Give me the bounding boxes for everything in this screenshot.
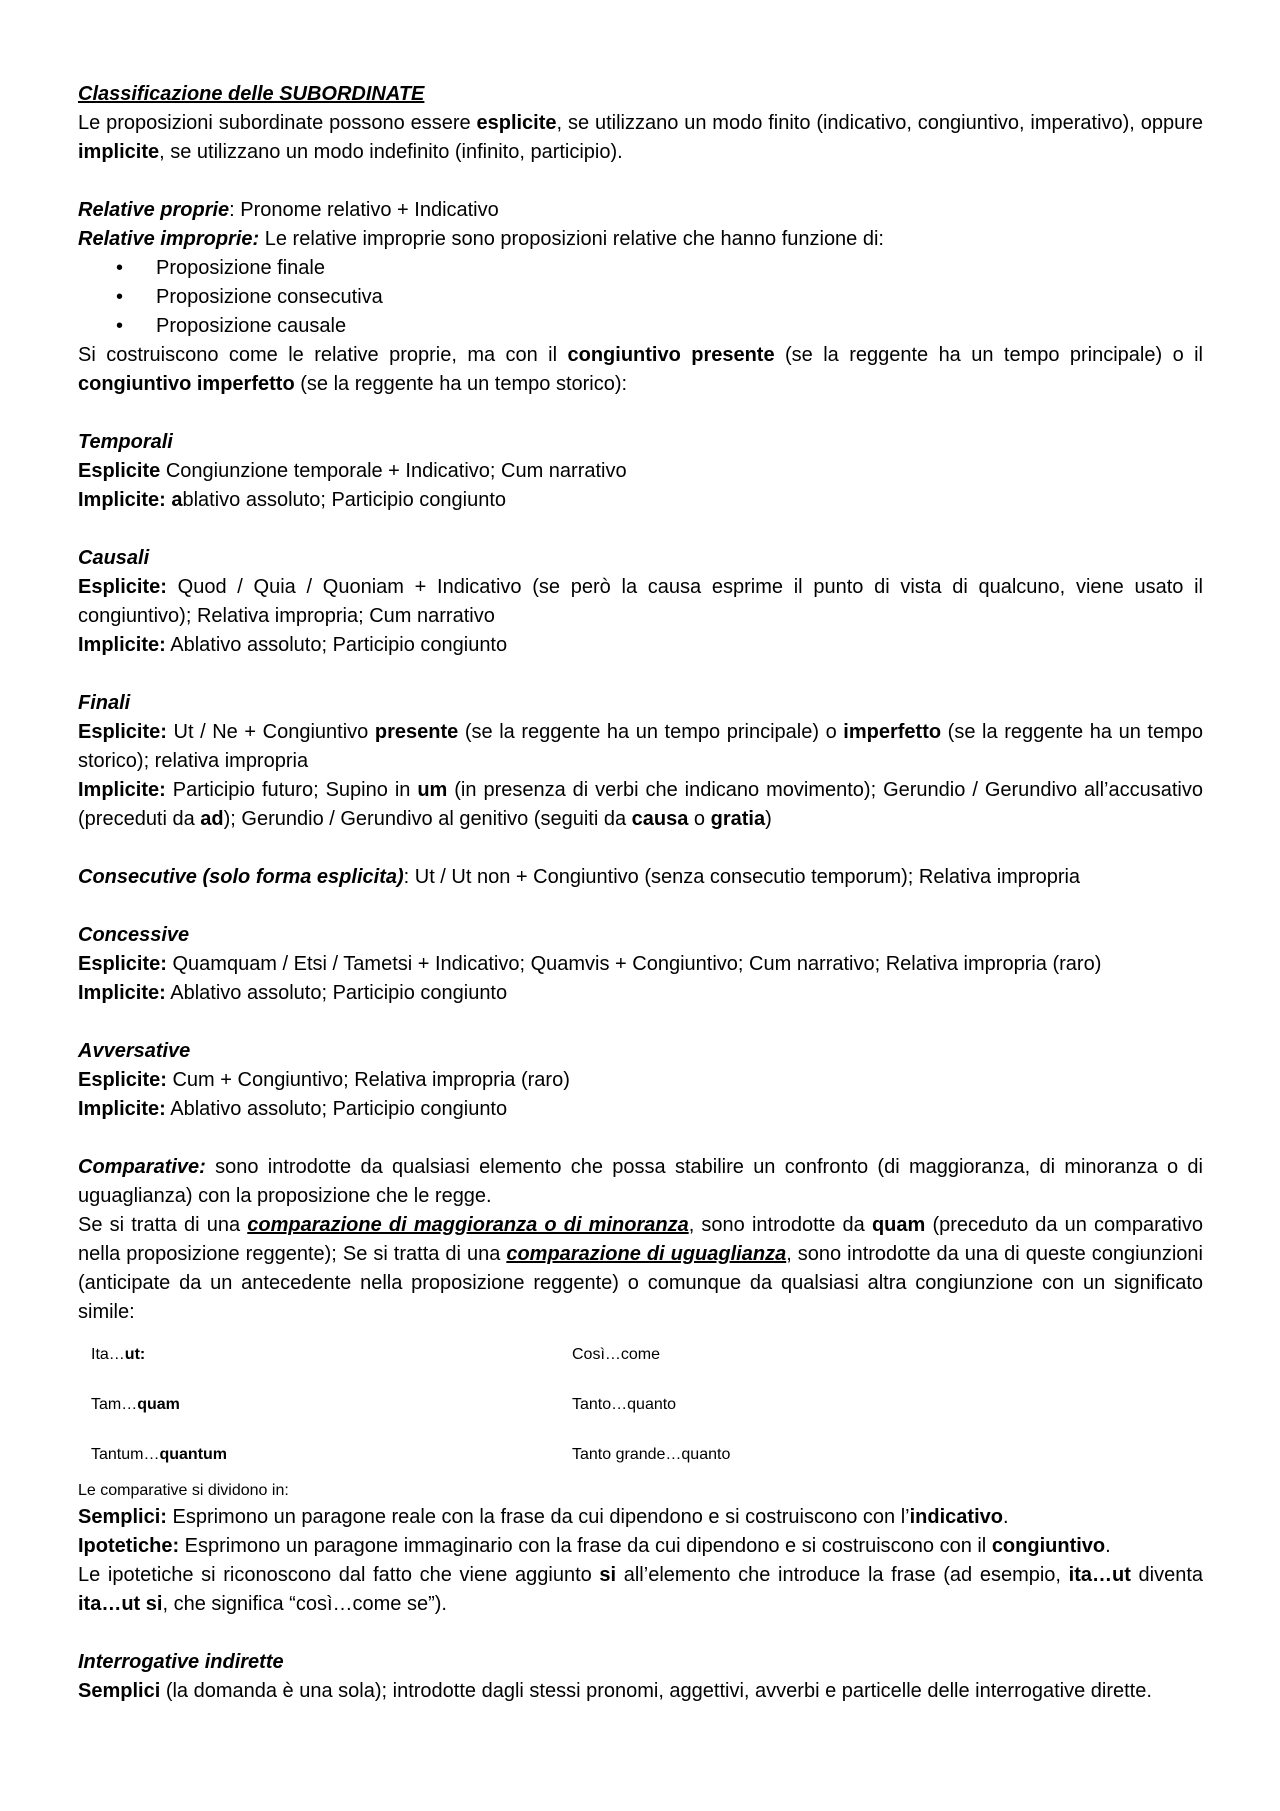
italian-cell: Tanto…quanto [572, 1395, 677, 1413]
comparative-types-paragraph: Se si tratta di una comparazione di maggioranza o di minoranza, sono introdotte da quam (preceduto da un comparativo nella proposizione reggente); Se si tratta di una comparazione di uguaglianza, sono introdotte da una di queste congiunzioni (anticipate da un antecedente nella proposizione reggente) o comunque da qualsiasi altra congiunzione con un significato simile: [78, 1214, 1203, 1323]
latin-cell: Tam…quam [91, 1395, 180, 1413]
latin-cell: Tantum…quantum [91, 1445, 228, 1463]
finali-esplicite: Esplicite: Ut / Ne + Congiuntivo presente (se la reggente ha un tempo principale) o imperfetto (se la reggente ha un tempo storico); relativa impropria [78, 721, 1203, 772]
relative-improprie-line: Relative improprie: Le relative improprie sono proposizioni relative che hanno funzione di: [78, 228, 884, 250]
comparative-recognition: Le ipotetiche si riconoscono dal fatto che viene aggiunto si all’elemento che introduce la frase (ad esempio, ita…ut diventa ita…ut si, che significa “così…come se”). [78, 1564, 1204, 1615]
causali-heading: Causali [78, 547, 150, 569]
conjunction-table [78, 1329, 1043, 1479]
interrogative-semplici: Semplici (la domanda è una sola); introdotte dagli stessi pronomi, aggettivi, avverbi e particelle delle interrogative dirette. [78, 1680, 1152, 1702]
intro-paragraph: Le proposizioni subordinate possono essere esplicite, se utilizzano un modo finito (indicativo, congiuntivo, imperativo), oppure implicite, se utilizzano un modo indefinito (infinito, participio). [78, 112, 1203, 163]
comparative-ipotetiche: Ipotetiche: Esprimono un paragone immaginario con la frase da cui dipendono e si costruiscono con il congiuntivo. [78, 1535, 1111, 1557]
italian-cell: Così…come [572, 1345, 661, 1363]
relative-construction-paragraph: Si costruiscono come le relative proprie, ma con il congiuntivo presente (se la reggente ha un tempo principale) o il congiuntivo imperfetto (se la reggente ha un tempo storico): [78, 344, 1203, 395]
italian-cell: Tanto grande…quanto [572, 1445, 731, 1463]
list-item: • Proposizione finale [116, 257, 325, 279]
table-row [78, 1329, 1043, 1379]
concessive-esplicite: Esplicite: Quamquam / Etsi / Tametsi + Indicativo; Quamvis + Congiuntivo; Cum narrativo; Relativa impropria (raro) [78, 953, 1102, 975]
comparative-divide-note: Le comparative si dividono in: [78, 1482, 289, 1499]
comparative-intro: Comparative: sono introdotte da qualsiasi elemento che possa stabilire un confronto (di maggioranza, di minoranza o di uguaglianza) con la proposizione che le regge. [78, 1156, 1203, 1207]
temporali-implicite: Implicite: ablativo assoluto; Participio congiunto [78, 489, 507, 511]
table-row [78, 1379, 1043, 1429]
latin-cell: Ita…ut: [91, 1345, 146, 1363]
document-page [78, 80, 1203, 1706]
relative-proprie-line: Relative proprie: Pronome relativo + Indicativo [78, 199, 499, 221]
temporali-heading: Temporali [78, 431, 173, 453]
consecutive-line: Consecutive (solo forma esplicita): Ut / Ut non + Congiuntivo (senza consecutio temporum); Relativa impropria [78, 866, 1081, 888]
comparative-semplici: Semplici: Esprimono un paragone reale con la frase da cui dipendono e si costruiscono con l’indicativo. [78, 1506, 1009, 1528]
finali-heading: Finali [78, 692, 131, 714]
causali-esplicite: Esplicite: Quod / Quia / Quoniam + Indicativo (se però la causa esprime il punto di vista di qualcuno, viene usato il congiuntivo); Relativa impropria; Cum narrativo [78, 576, 1203, 627]
finali-implicite: Implicite: Participio futuro; Supino in um (in presenza di verbi che indicano movimento); Gerundio / Gerundivo all’accusativo (preceduti da ad); Gerundio / Gerundivo al genitivo (seguiti da causa o gratia) [78, 779, 1203, 830]
document-title: Classificazione delle SUBORDINATE [78, 83, 425, 105]
avversative-esplicite: Esplicite: Cum + Congiuntivo; Relativa impropria (raro) [78, 1069, 570, 1091]
avversative-heading: Avversative [78, 1040, 191, 1062]
temporali-esplicite: Esplicite Congiunzione temporale + Indicativo; Cum narrativo [78, 460, 627, 482]
list-item: • Proposizione causale [116, 315, 347, 337]
interrogative-heading: Interrogative indirette [78, 1651, 284, 1673]
table-row [78, 1429, 1043, 1479]
concessive-implicite: Implicite: Ablativo assoluto; Participio congiunto [78, 982, 508, 1004]
causali-implicite: Implicite: Ablativo assoluto; Participio congiunto [78, 634, 508, 656]
avversative-implicite: Implicite: Ablativo assoluto; Participio congiunto [78, 1098, 508, 1120]
relative-improprie-list [78, 254, 1203, 341]
concessive-heading: Concessive [78, 924, 190, 946]
list-item: • Proposizione consecutiva [116, 286, 383, 308]
